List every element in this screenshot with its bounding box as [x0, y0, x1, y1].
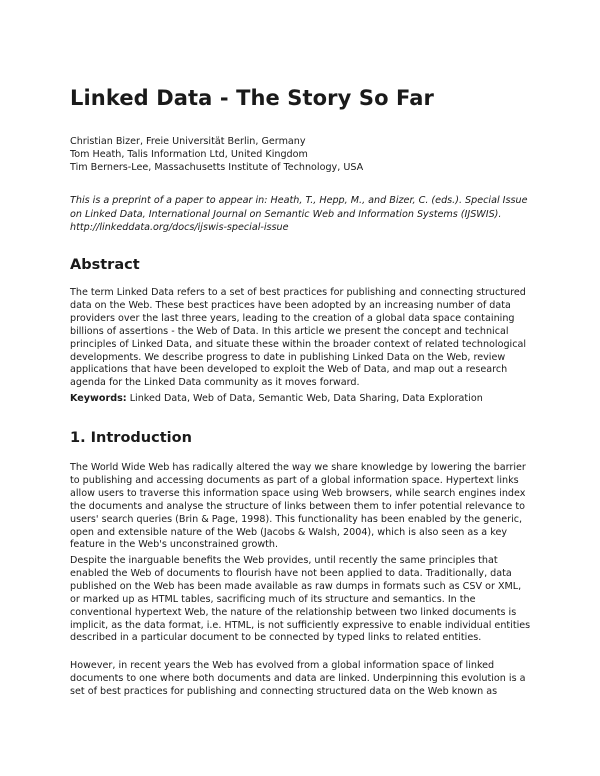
author-line: Tom Heath, Talis Information Ltd, United Kingdom	[70, 149, 308, 160]
introduction-heading: 1. Introduction	[70, 430, 192, 446]
preprint-note: This is a preprint of a paper to appear in: Heath, T., Hepp, M., and Bizer, C. (eds.). Special Issue on Linked Data, International Journal on Semantic Web and Information Systems (IJSWIS). http://linkeddata.org/docs/ijswis-special-issue	[70, 195, 528, 233]
author-list	[70, 135, 363, 174]
author-line: Christian Bizer, Freie Universität Berlin, Germany	[70, 136, 306, 147]
paper-title: Linked Data - The Story So Far	[70, 86, 434, 110]
author-line: Tim Berners-Lee, Massachusetts Institute of Technology, USA	[70, 162, 364, 173]
intro-paragraph: However, in recent years the Web has evolved from a global information space of linked documents to one where both documents and data are linked. Underpinning this evolution is a set of best practices for publishing and connecting structured data on the Web known as	[70, 660, 526, 697]
keywords-text: Linked Data, Web of Data, Semantic Web, Data Sharing, Data Exploration	[129, 393, 483, 404]
intro-paragraph: The World Wide Web has radically altered the way we share knowledge by lowering the barrier to publishing and accessing documents as part of a global information space. Hypertext links allow users to traverse this information space using Web browsers, while search engines index the documents and analyse the structure of links between them to infer potential relevance to users' search queries (Brin & Page, 1998). This functionality has been enabled by the generic, open and extensible nature of the Web (Jacobs & Walsh, 2004), which is also seen as a key feature in the Web's unconstrained growth.	[70, 462, 526, 551]
abstract-heading: Abstract	[70, 257, 140, 273]
abstract-text: The term Linked Data refers to a set of best practices for publishing and connecting structured data on the Web. These best practices have been adopted by an increasing number of data providers over the last three years, leading to the creation of a global data space containing billions of assertions - the Web of Data. In this article we present the concept and technical principles of Linked Data, and situate these within the broader context of related technological developments. We describe progress to date in publishing Linked Data on the Web, review applications that have been developed to exploit the Web of Data, and map out a research agenda for the Linked Data community as it moves forward.	[70, 287, 527, 389]
intro-paragraph: Despite the inarguable benefits the Web provides, until recently the same principles that enabled the Web of documents to flourish have not been applied to data. Traditionally, data published on the Web has been made available as raw dumps in formats such as CSV or XML, or marked up as HTML tables, sacrificing much of its structure and semantics. In the conventional hypertext Web, the nature of the relationship between two linked documents is implicit, as the data format, i.e. HTML, is not sufficiently expressive to enable individual entities described in a particular document to be connected by typed links to related entities.	[70, 555, 531, 644]
keywords-line	[70, 393, 532, 406]
keywords-label: Keywords:	[70, 393, 127, 404]
